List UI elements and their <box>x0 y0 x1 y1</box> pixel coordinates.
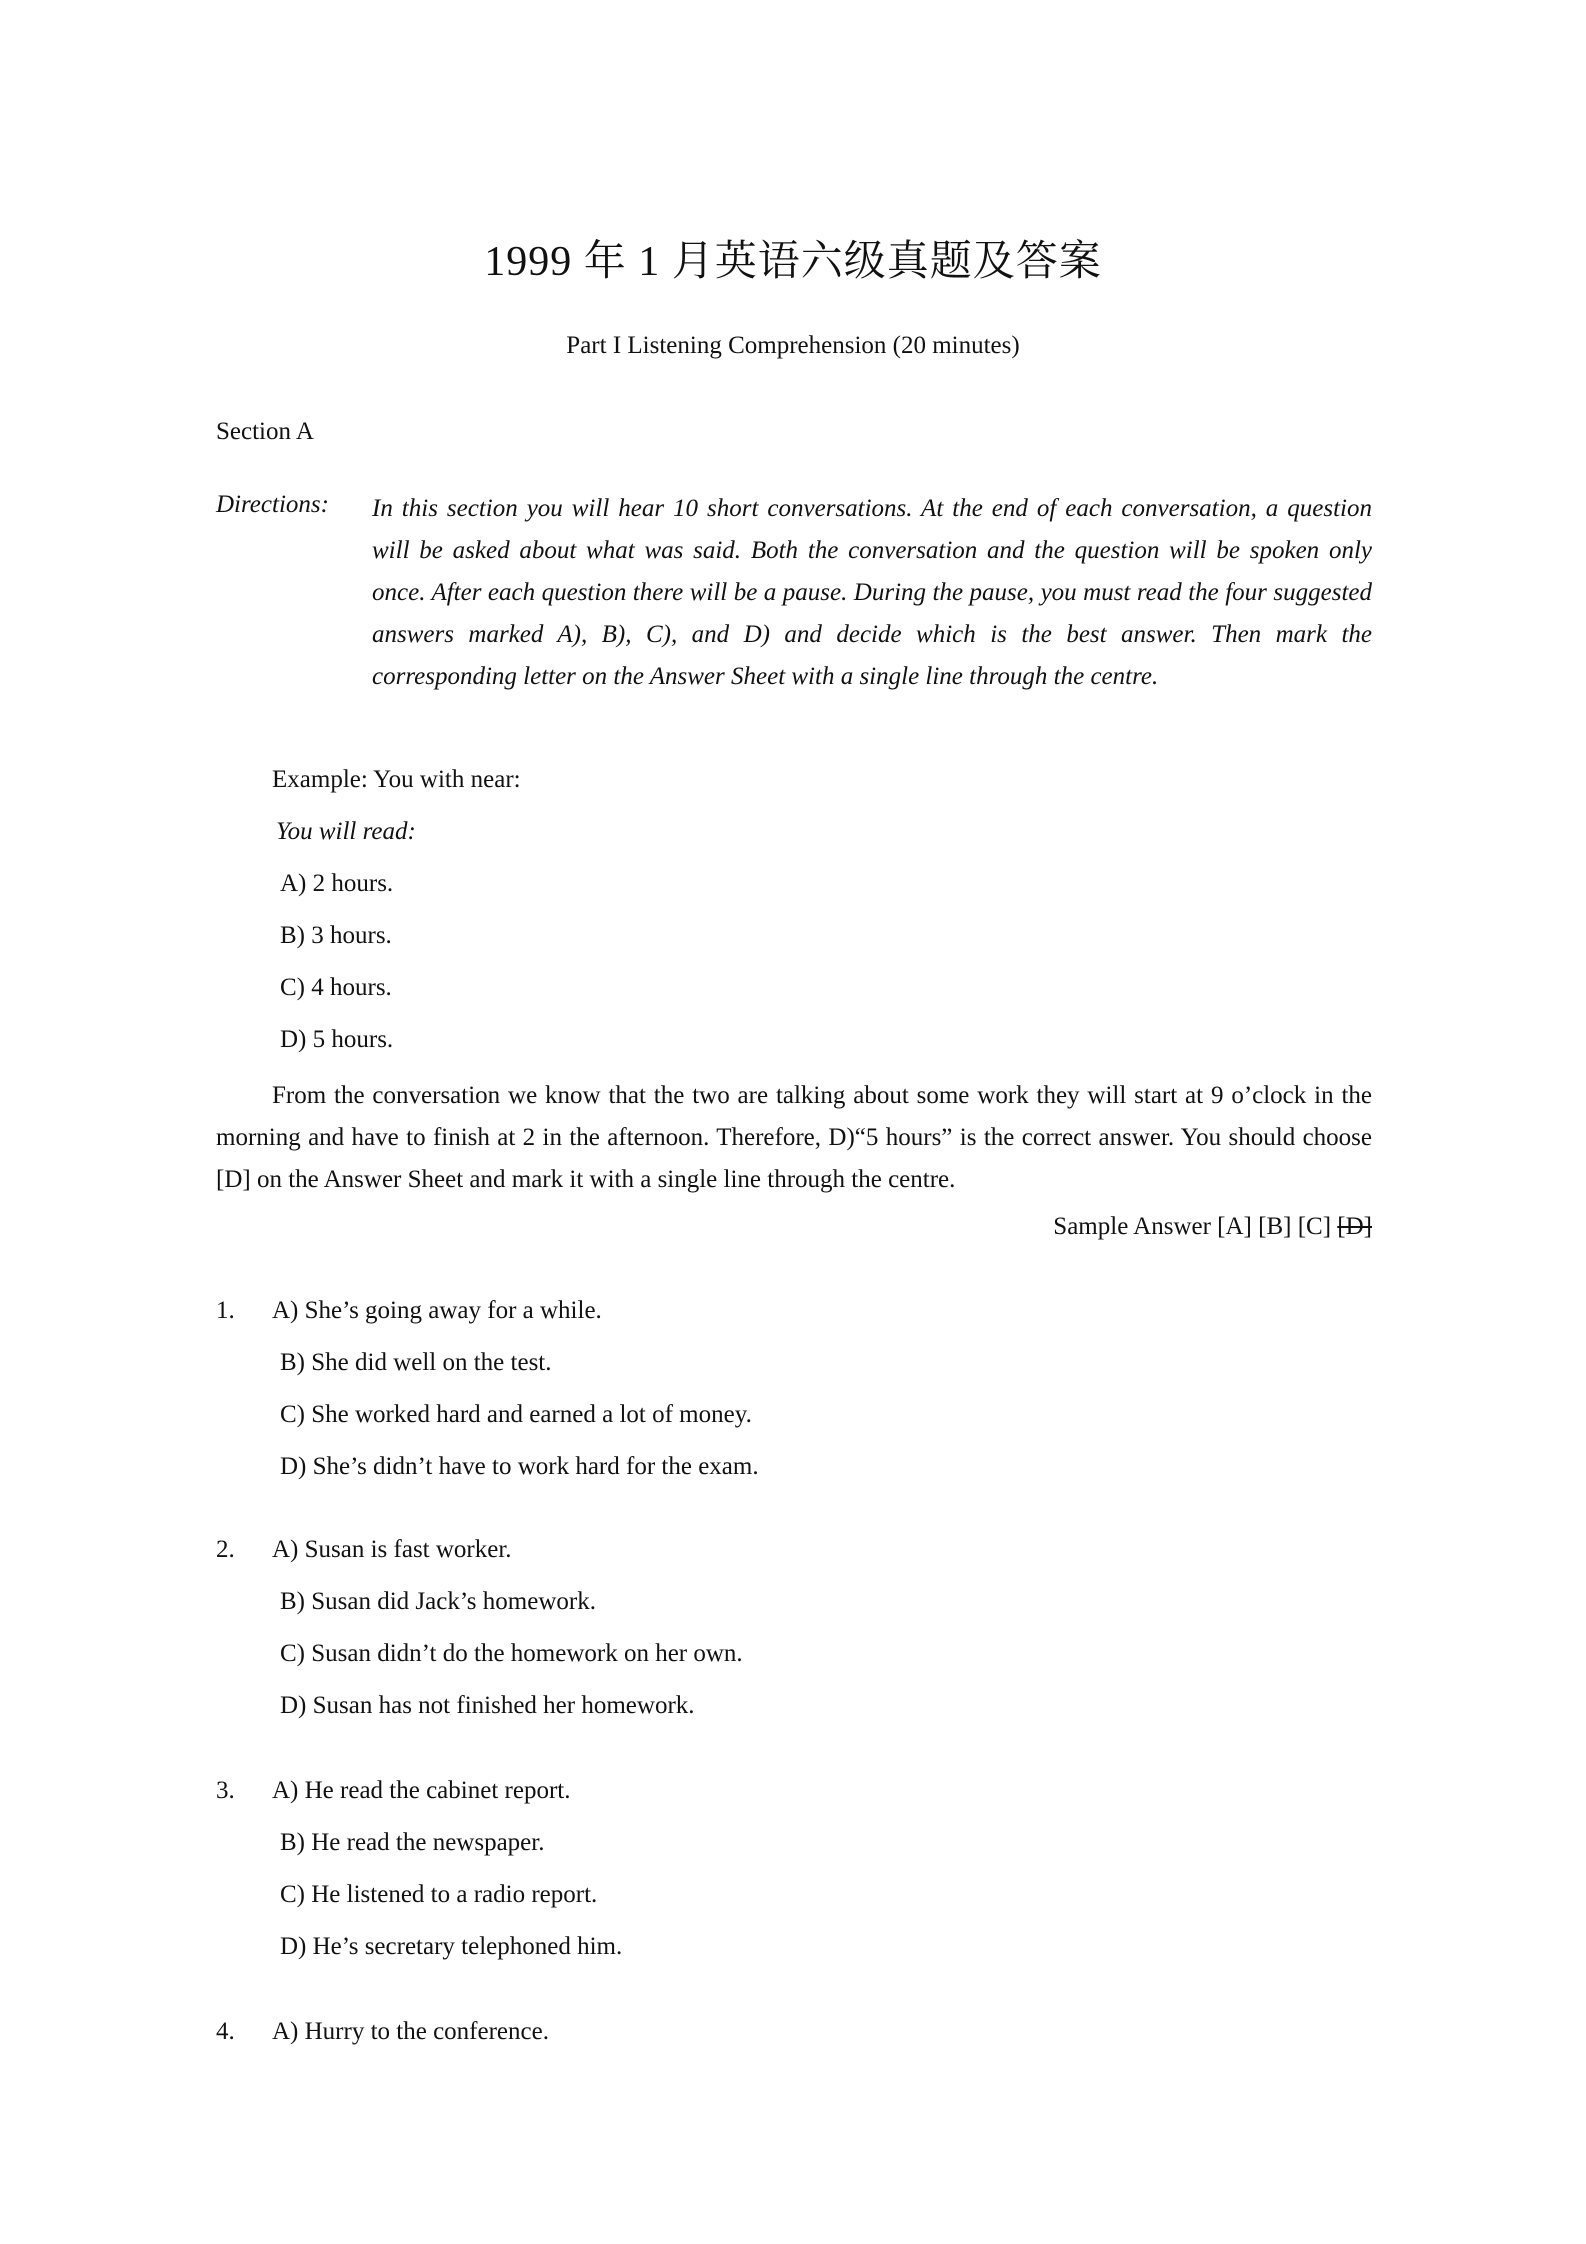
question-option: D) She’s didn’t have to work hard for the exam. <box>280 1453 759 1480</box>
part-title: Part I Listening Comprehension (20 minutes) <box>566 332 1020 359</box>
section-heading: Section A <box>216 418 314 445</box>
sample-answer-label: Sample Answer [A] [B] [C] <box>1053 1213 1332 1240</box>
example-option: C) 4 hours. <box>280 974 392 1001</box>
directions-text: In this section you will hear 10 short conversations. At the end of each conversation, a question will be asked about what was said. Both the conversation and the question will be spoken only once. After each question there will be a pause. During the pause, you must read the four suggested answers marked A), B), C), and D) and decide which is the best answer. Then mark the corresponding letter on the Answer Sheet with a single line through the centre. <box>372 495 1372 690</box>
sample-answer <box>1053 1213 1372 1241</box>
question-number: 3. <box>216 1777 235 1804</box>
question-option: D) He’s secretary telephoned him. <box>280 1933 623 1960</box>
example-you-will-read: You will read: <box>276 818 416 845</box>
question-number: 1. <box>216 1297 235 1324</box>
question-option: B) Susan did Jack’s homework. <box>280 1588 596 1615</box>
question-option: B) He read the newspaper. <box>280 1829 545 1856</box>
example-option: A) 2 hours. <box>280 870 394 897</box>
directions-label: Directions: <box>216 491 329 518</box>
question-option: C) He listened to a radio report. <box>280 1881 598 1908</box>
question-option: B) She did well on the test. <box>280 1349 552 1376</box>
sample-answer-marked: [D] <box>1337 1213 1372 1240</box>
question-option: C) She worked hard and earned a lot of money. <box>280 1401 752 1428</box>
question-option: D) Susan has not finished her homework. <box>280 1692 695 1719</box>
question-number: 4. <box>216 2018 235 2045</box>
question-option: A) She’s going away for a while. <box>272 1297 602 1324</box>
example-explanation: From the conversation we know that the two are talking about some work they will start at 9 o’clock in the morning and have to finish at 2 in the afternoon. Therefore, D)“5 hours” is the correct answer. You should choose [D] on the Answer Sheet and mark it with a single line through the centre. <box>216 1082 1372 1193</box>
question-option: A) Hurry to the conference. <box>272 2018 549 2045</box>
example-option: B) 3 hours. <box>280 922 392 949</box>
document-title: 1999 年 1 月英语六级真题及答案 <box>484 239 1102 285</box>
question-number: 2. <box>216 1536 235 1563</box>
question-option: C) Susan didn’t do the homework on her own. <box>280 1640 743 1667</box>
question-option: A) He read the cabinet report. <box>272 1777 571 1804</box>
example-option: D) 5 hours. <box>280 1026 394 1053</box>
question-option: A) Susan is fast worker. <box>272 1536 512 1563</box>
example-intro: Example: You with near: <box>272 766 521 793</box>
